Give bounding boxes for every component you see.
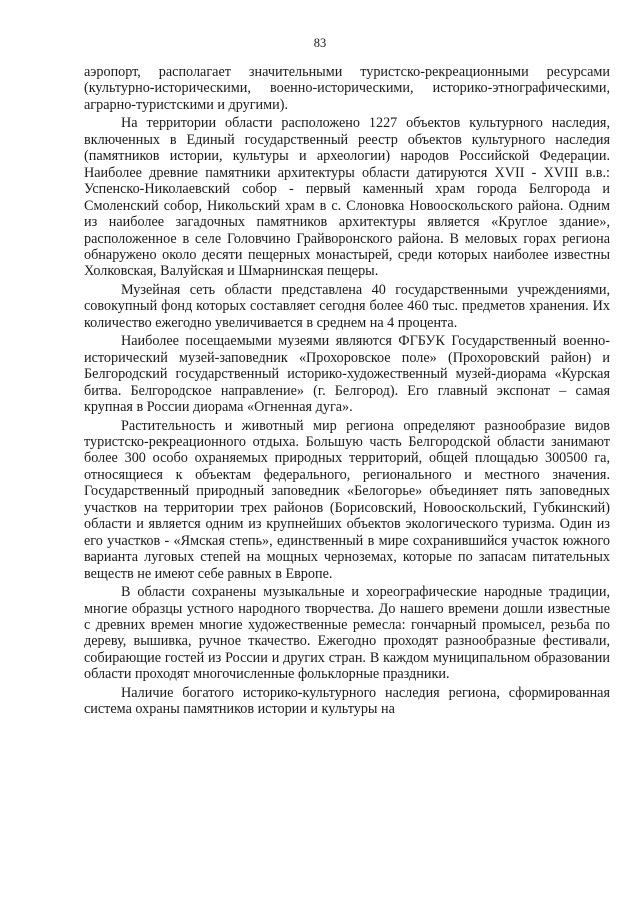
paragraph-cultural-heritage: На территории области расположено 1227 объектов культурного наследия, включенных в Единый государственный реестр объектов культурного наследия (памятников истории, культуры и археологии) народов Российской Федерации. Наиболее древние памятники архитектуры области датируются XVII - XVIII в.в.: Успенско-Николаевский собор - первый каменный храм города Белгорода и Смоленский собор, Никольский храм в с. Слоновка Новооскольского района. Одним из наиболее загадочных памятников архитектуры является «Круглое здание», расположенное в селе Головчино Грайворонского района. В меловых горах региона обнаружено около десяти пещерных монастырей, среди которых наиболее известны Холковская, Валуйская и Шмарнинская пещеры. [84,115,610,280]
paragraph-nature: Растительность и животный мир региона определяют разнообразие видов туристско-рекреационного отдыха. Большую часть Белгородской области занимают более 300 особо охраняемых природных территорий, общей площадью 300500 га, относящиеся к объектам федерального, регионального и местного значения. Государственный природный заповедник «Белогорье» объединяет пять заповедных участков на территории трех районов (Борисовский, Новооскольский, Губкинский) области и является одним из крупнейших объектов экологического туризма. Один из его участков - «Ямская степь», единственный в мире сохранившийся участок южного варианта луговых степей на мощных черноземах, которые по запасам питательных веществ не имеют себе равных в Европе. [84,417,610,582]
paragraph-heritage-protection: Наличие богатого историко-культурного наследия региона, сформированная система охраны памятников истории и культуры на [84,684,610,718]
page-body [84,64,610,720]
paragraph-folk-traditions: В области сохранены музыкальные и хореографические народные традиции, многие образцы устного народного творчества. До нашего времени дошли известные с древних времен многие художественные ремесла: гончарный промысел, резьба по дереву, вышивка, ручное ткачество. Ежегодно проходят разнообразные фестивали, собирающие гостей из России и других стран. В каждом муниципальном образовании области проходят многочисленные фольклорные праздники. [84,584,610,683]
paragraph-popular-museums: Наиболее посещаемыми музеями являются ФГБУК Государственный военно-исторический музей-заповедник «Прохоровское поле» (Прохоровский район) и Белгородский государственный историко-художественный музей-диорама «Курская битва. Белгородское направление» (г. Белгород). Его главный экспонат – самая крупная в России диорама «Огненная дуга». [84,333,610,416]
page-number: 83 [313,36,327,50]
paragraph-museum-network: Музейная сеть области представлена 40 государственными учреждениями, совокупный фонд которых составляет сегодня более 460 тыс. предметов хранения. Их количество ежегодно увеличивается в среднем на 4 процента. [84,281,610,331]
paragraph-continuation: аэропорт, располагает значительными туристско-рекреационными ресурсами (культурно-историческими, военно-историческими, историко-этнографическими, аграрно-туристскими и другими). [84,64,610,113]
